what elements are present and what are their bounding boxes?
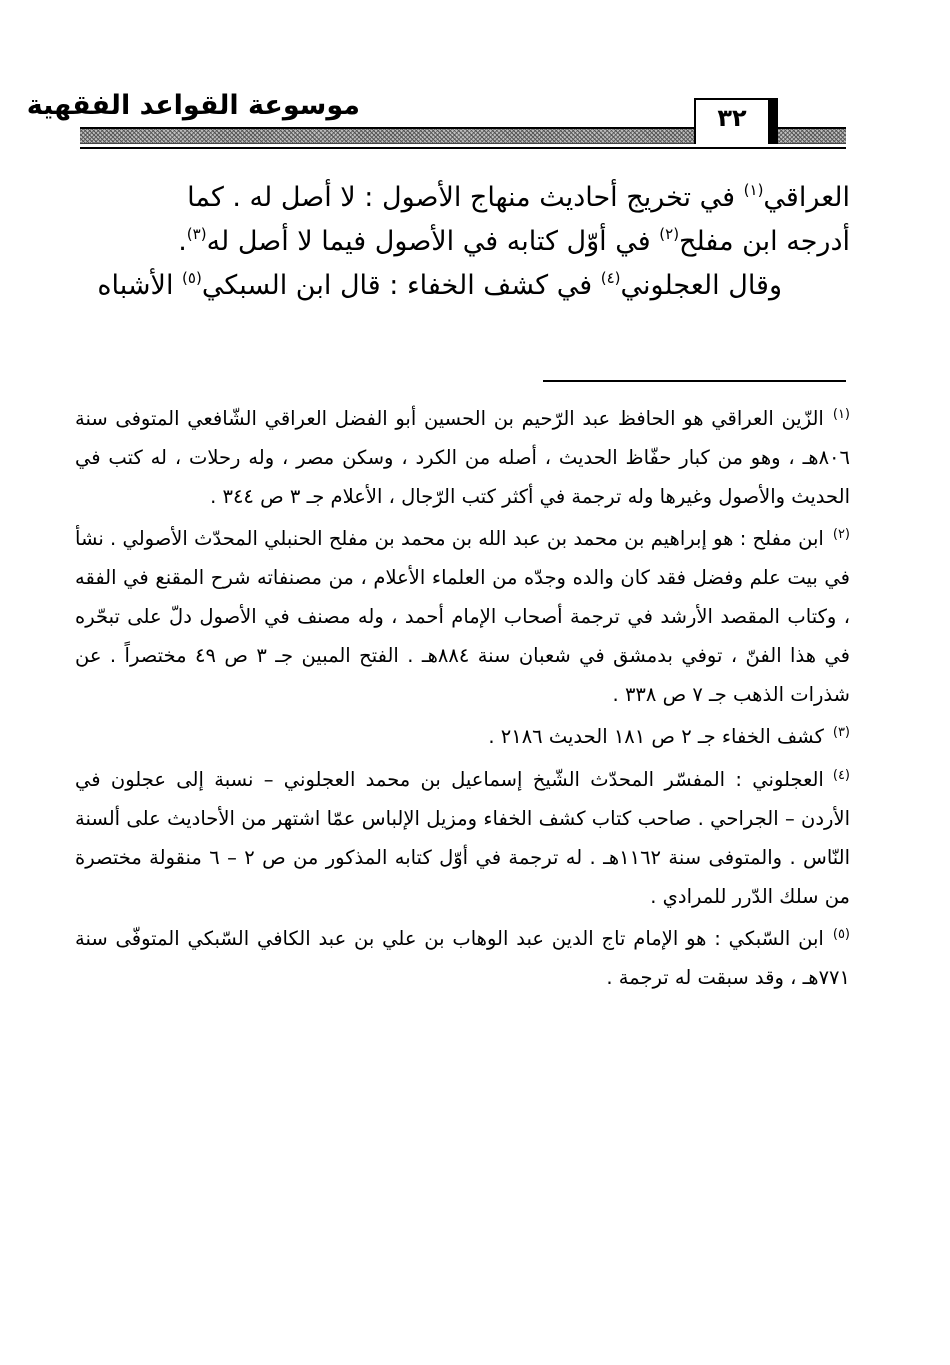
body-line-3: وقال العجلوني$^{(٤)}$ في كشف الخفاء : قال ابن السبكي$^{(٥)}$ الأشباه xyxy=(97,269,782,301)
footnote-ref-3[interactable]: (٣) xyxy=(186,225,207,243)
footnote-number: (٤) xyxy=(832,768,850,784)
body-line-1: العراقي$^{(١)}$ في تخريج أحاديث منهاج الأصول : لا أصل له . كما xyxy=(187,181,850,213)
footnote-4 xyxy=(75,757,850,916)
main-body xyxy=(75,176,850,308)
footnote-separator xyxy=(543,380,846,382)
footnote-text: ابن السّبكي : هو الإمام تاج الدين عبد الوهاب بن علي بن عبد الكافي السّبكي المتوفّى سنة ٧٧١هـ ، وقد سبقت له ترجمة . xyxy=(75,927,850,990)
footnote-3 xyxy=(75,714,850,757)
page-number-box xyxy=(694,98,778,144)
footnote-number: (٣) xyxy=(832,725,850,741)
body-line-2: أدرجه ابن مفلح$^{(٢)}$ في أوّل كتابه في الأصول فيما لا أصل له$^{(٣)}$. xyxy=(178,225,850,257)
footnote-ref-5[interactable]: (٥) xyxy=(182,269,202,287)
footnote-text: العجلوني : المفسّر المحدّث الشّيخ إسماعيل بن محمد العجلوني – نسبة إلى عجلون في الأردن – الجراحي . صاحب كتاب كشف الخفاء ومزيل الإلباس عمّا اشتهر من الأحاديث على ألسنة النّاس . والمتوفى سنة ١١٦٢هـ . له ترجمة في أوّل كتابه المذكور من ص ٢ – ٦ منقولة مختصرة من سلك الدّرر للمرادي . xyxy=(75,768,851,908)
footnote-5 xyxy=(75,916,850,998)
page-number: ٣٢ xyxy=(717,104,747,132)
footnote-text: الزّين العراقي هو الحافظ عبد الرّحيم بن الحسين أبو الفضل العراقي الشّافعي المتوفى سنة ٨٠٦هـ ، وهو من كبار حفّاظ الحديث ، أصله من الكرد ، وسكن مصر ، وله رحلات ، له كتب في الحديث والأصول وغيرها وله ترجمة في أكثر كتب الرّجال ، الأعلام جـ ٣ ص ٣٤٤ . xyxy=(75,407,850,508)
footnote-number: (١) xyxy=(832,407,850,422)
header-rule xyxy=(80,147,846,149)
footnote-ref-1[interactable]: (١) xyxy=(743,181,764,199)
footnote-ref-4[interactable]: (٤) xyxy=(600,269,621,287)
footnote-ref-2[interactable]: (٢) xyxy=(659,225,680,243)
footnotes-section xyxy=(75,396,850,998)
footnote-number: (٢) xyxy=(832,527,850,543)
footnote-2 xyxy=(75,516,850,714)
footnote-number: (٥) xyxy=(832,927,850,943)
footnote-text: ابن مفلح : هو إبراهيم بن محمد بن عبد الله بن محمد بن مفلح الحنبلي المحدّث الأصولي . نشأ في بيت علم وفضل فقد كان والده وجدّه من العلماء الأعلام ، من مصنفاته شرح المقنع في الفقه ، وكتاب المقصد الأرشد في ترجمة أصحاب الإمام أحمد ، وله مصنف في الأصول دلّ على تبحّره في هذا الفنّ ، توفي بدمشق في شعبان سنة ٨٨٤هـ . الفتح المبين جـ ٣ ص ٤٩ مختصراً . عن شذرات الذهب جـ ٧ ص ٣٣٨ . xyxy=(75,527,850,706)
footnote-1 xyxy=(75,396,850,516)
book-title: موسوعة القواعد الفقهية xyxy=(26,90,360,121)
footnote-text: كشف الخفاء جـ ٢ ص ١٨١ الحديث ٢١٨٦ . xyxy=(488,725,824,749)
